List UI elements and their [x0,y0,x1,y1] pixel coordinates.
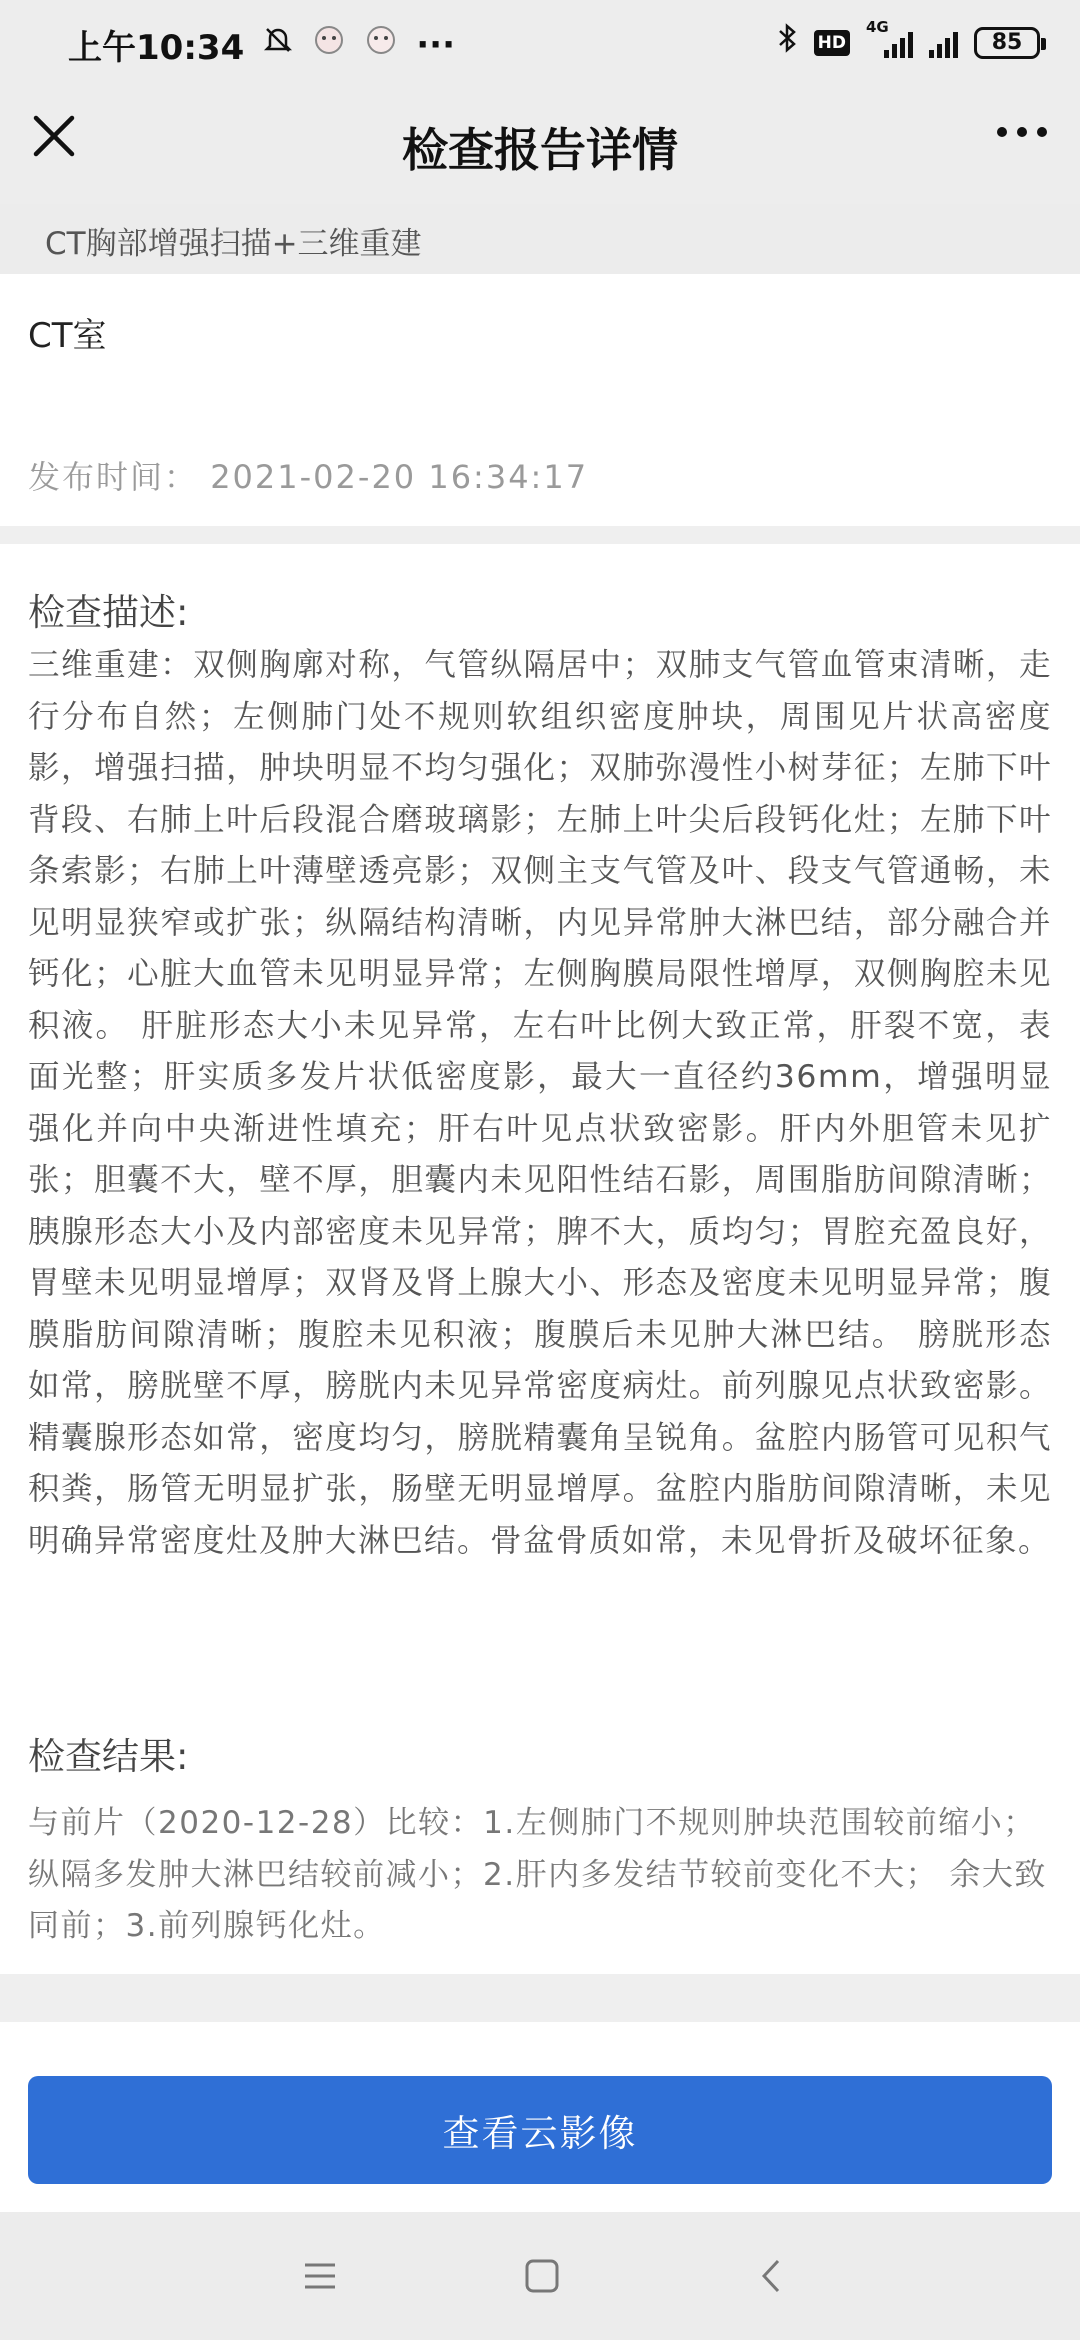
view-cloud-images-label: 查看云影像 [442,2112,638,2155]
description-body: 三维重建：双侧胸廓对称，气管纵隔居中；双肺支气管血管束清晰，走行分布自然；左侧肺门处不规则软组织密度肿块，周围见片状高密度影，增强扫描，肿块明显不均匀强化；双肺弥漫性小树芽征；左肺下叶背段、右肺上叶后段混合磨玻璃影；左肺上叶尖后段钙化灶；左肺下叶条索影；右肺上叶薄壁透亮影；双侧主支气管及叶、段支气管通畅，未见明显狭窄或扩张；纵隔结构清晰，内见异常肿大淋巴结，部分融合并钙化；心脏大血管未见明显异常；左侧胸膜局限性增厚，双侧胸腔未见积液。 肝脏形态大小未见异常，左右叶比例大致正常，肝裂不宽，表面光整；肝实质多发片状低密度影，最大一直径约36mm，增强明显强化并向中央渐进性填充；肝右叶见点状致密影。肝内外胆管未见扩张；胆囊不大，壁不厚，胆囊内未见阳性结石影，周围脂肪间隙清晰；胰腺形态大小及内部密度未见异常；脾不大，质均匀；胃腔充盈良好，胃壁未见明显增厚；双肾及肾上腺大小、形态及密度未见明显异常；腹膜脂肪间隙清晰；腹腔未见积液；腹膜后未见肿大淋巴结。 膀胱形态如常，膀胱壁不厚，膀胱内未见异常密度病灶。前列腺见点状致密影。精囊腺形态如常，密度均匀，膀胱精囊角呈锐角。盆腔内肠管可见积气积粪，肠管无明显扩张，肠壁无明显增厚。盆腔内脂肪间隙清晰，未见明确异常密度灶及肿大淋巴结。骨盆骨质如常，未见骨折及破坏征象。 [28,647,1052,1559]
home-icon[interactable] [522,2256,562,2296]
page-title: 检查报告详情 [402,123,678,177]
exam-info-card [0,274,1080,526]
signal-4g [866,17,913,58]
action-area [0,2022,1080,2212]
back-icon[interactable] [752,2256,792,2296]
publish-row [28,452,588,498]
report-card [0,544,1080,1974]
battery-icon [974,27,1040,59]
publish-time: 2021-02-20 16:34:17 [210,458,589,496]
system-nav-bar [0,2212,1080,2340]
exam-room: CT室 [28,316,107,356]
app-notification-icon-2 [364,23,398,66]
exam-name-bar [0,204,1080,274]
signal-bars-icon-2 [929,28,958,58]
result-heading: 检查结果: [28,1735,189,1778]
hd-badge: HD [814,30,850,56]
app-notification-icon [312,23,346,66]
nav-bar [0,88,1080,204]
view-cloud-images-button[interactable] [28,2076,1052,2184]
status-left [68,20,455,69]
more-icon[interactable] [994,122,1050,142]
description-heading: 检查描述: [28,591,189,634]
battery-level: 85 [991,30,1023,55]
menu-icon[interactable] [300,2256,340,2296]
status-time: 上午10:34 [68,28,245,68]
result-body: 与前片（2020-12-28）比较：1.左侧肺门不规则肿块范围较前缩小；纵隔多发肿大淋巴结较前减小；2.肝内多发结节较前变化不大； 余大致同前；3.前列腺钙化灶。 [28,1805,1047,1944]
bell-muted-icon [262,24,294,65]
bluetooth-icon [776,22,798,63]
status-bar [0,0,1080,88]
network-type: 4G [866,17,889,36]
publish-label: 发布时间： [28,458,199,496]
status-right [776,17,1040,63]
more-notifications: ··· [416,24,455,65]
exam-name: CT胸部增强扫描+三维重建 [45,226,422,262]
